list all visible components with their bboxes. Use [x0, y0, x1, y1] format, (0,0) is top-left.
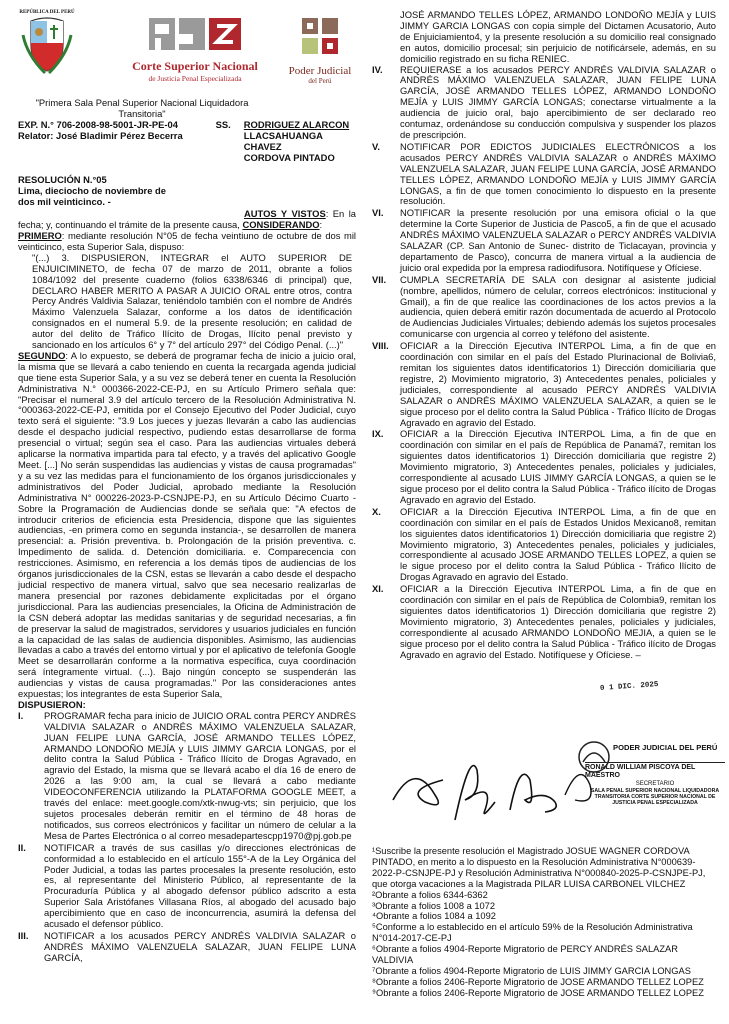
footnote-6: ⁶Obrante a folios 4904-Reporte Migratorio de PERCY ANDRÉS SALAZAR VALDIVIA	[372, 944, 678, 966]
secretary-seal	[585, 744, 725, 806]
judges-block	[216, 120, 356, 164]
dispusieron-title: DISPUSIERON:	[18, 698, 86, 710]
considerando-title: CONSIDERANDO	[242, 219, 320, 231]
primero-paragraph: PRIMERO: mediante resolución N°05 de fecha veintiuno de octubre de dos mil veinticinco, esta Superior Sala, dispuso:	[18, 229, 356, 252]
footnote-7: ⁷Obrante a folios 4904-Reporte Migratorio de LUIS JIMMY GARCIA LONGAS	[372, 965, 691, 976]
item-3-continuation: JOSÉ ARMANDO TELLES LÓPEZ, ARMANDO LONDOÑO MEJÍA y LUIS JIMMY GARCIA LONGAS con copia simple del Dictamen Acusatorio, Auto de Enjuiciamiento4, y la presente resolución a su domicilio real consignado en autos, domicilio procesal; sin perjuicio de notificársele, además, en su domicilio registrado en su ficha RENIEC.	[400, 9, 716, 64]
footnote-4: ⁴Obrante a folios 1084 a 1092	[372, 911, 496, 922]
pj-subtitle: del Perú	[308, 77, 332, 85]
expediente: EXP. N.° 706-2008-98-5001-JR-PE-04	[18, 118, 178, 130]
resolutive-item-11: XI. OFICIAR a la Dirección Ejecutiva INTERPOL Lima, a fin de que en coordinación con similar en el país de República de Colombia9, remitan los siguientes datos identificatorios 1) Dirección domiciliaria que registre 2) Movimiento migratorio, 3) Antecedentes penales, policiales y judiciales, correspondiente al acusado ARMANDO LONDOÑO MEJIA, a quien se le sigue proceso por el delito contra la Salud Pública - Tráfico ilícito de Drogas Agravado en agravio del Estado. Notifíquese y Ofíciese. –	[372, 583, 716, 660]
motto: "Primera Sala Penal Superior Nacional Liquidadora Transitoria"	[35, 97, 249, 119]
resolutive-item-10: X. OFICIAR a la Dirección Ejecutiva INTERPOL Lima, a fin de que en coordinación con similar en el país de Estados Unidos Mexicano8, remitan los siguientes datos identificatorios 1) Dirección domiciliaria que registre 2) Movimiento migratorio, 3) Antecedentes penales, policiales y judiciales, correspondiente al acusado JOSE ARMANDO TELLES LOPEZ, a quien se le sigue proceso por el delito contra la Salud Pública - Tráfico Ilícito de Drogas Agravado en agravio del Estado.	[372, 505, 716, 583]
autos-paragraph: AUTOS Y VISTOS: En la fecha; y, continuando el trámite de la presente causa, CONSIDERANDO:	[18, 208, 356, 231]
csn-logo	[130, 16, 260, 83]
pj-mark-icon	[298, 16, 342, 56]
resolutive-item-8: VIII. OFICIAR a la Dirección Ejecutiva INTERPOL Lima, a fin de que en coordinación con similar en el país del Estado Plurinacional de Bolivia6, remitan los siguientes datos identificatorios 1) Dirección domiciliaria que registre, 2) Movimiento migratorio, 3) Antecedentes penales, policiales y judiciales, correspondiente al acusado PERCY ANDRÉS VALDIVIA SALAZAR o ANDRÉS MÁXIMO VALENZUELA SALAZAR, a quien se le sigue proceso por el delito contra la Salud Pública - Tráfico Ilícito de Drogas Agravado en agravio del Estado.	[372, 340, 716, 428]
footnote-9: ⁹Obrante a folios 2406-Reporte Migratorio de JOSE ARMANDO TELLEZ LOPEZ	[372, 987, 704, 998]
resolutive-item-9: IX. OFICIAR a la Dirección Ejecutiva INTERPOL Lima, a fin de que en coordinación con similar en el país de República de Panamá7, remitan los siguientes datos identificatorios 1) Dirección domiciliaria que registre 2) Movimiento migratorio, 3) Antecedentes penales, policiales y judiciales, correspondiente al acusado LUIS JIMMY GARCÍA LONGAS, a quien se le sigue proceso por el delito contra la Salud Pública - Tráfico ilícito de Drogas Agravado en agravio del Estado.	[372, 428, 716, 505]
pj-name: Poder Judicial	[288, 65, 352, 77]
signatures-block	[385, 740, 720, 835]
case-header	[18, 120, 356, 164]
date-line-1: Lima, dieciocho de noviembre de	[18, 185, 166, 197]
judge-1: RODRIGUEZ ALARCON	[243, 118, 350, 130]
resolutive-item-5: V. NOTIFICAR POR EDICTOS JUDICIALES ELECTRÓNICOS a los acusados PERCY ANDRÉS VALDIVIA SALAZAR o ANDRÉS MÁXIMO VALENZUELA SALAZAR, JUAN FELIPE LUNA GARCÍA, JOSÉ ARMANDO TELLES LÓPEZ, ARMANDO LONDOÑO MEJÍA y LUIS JIMMY GARCÍA LONGAS, a fin de que tomen conocimiento lo dispuesto en la presente resolución.	[372, 140, 716, 207]
resolutive-item-1: I. PROGRAMAR fecha para inicio de JUICIO ORAL contra PERCY ANDRÉS VALDIVIA SALAZAR o ANDRÉS MÁXIMO VALENZUELA SALAZAR, JUAN FELIPE LUNA GARCÍA, JOSÉ ARMANDO TELLES LÓPEZ, ARMANDO LONDOÑO MEJÍA y LUIS JIMMY GARCIA LONGAS, por el delito contra la Salud Pública - Tráfico Ilícito de Drogas Agravado, en agravio del Estado, la misma que se llevará acabo el día 16 de enero de 2026 a las 9:00 am, la cual se llevará a cabo mediante VIDEOCONFERENCIA utilizando la PLATAFORMA GOOGLE MEET, a través del enlace: meet.google.com/xtk-nwug-vts; sin perjuicio, que los sujetos procesales deberán remitir en el término de 48 horas de notificados, sus correos electrónicos y facilitar un número de celular a la Mesa de Partes Electrónica o al correo mesadepartescpp1970@pj.gob.pe	[18, 709, 356, 841]
resolution-number: RESOLUCIÓN N.°05	[18, 174, 107, 186]
seal-role: SECRETARIO	[635, 781, 675, 787]
relator: Relator: José Bladimir Pérez Becerra	[18, 129, 183, 141]
crest-caption: REPÚBLICA DEL PERÚ	[19, 10, 75, 15]
date-line-2: dos mil veinticinco. -	[18, 196, 111, 208]
footnote-8: ⁸Obrante a folios 2406-Reporte Migratorio de JOSE ARMANDO TELLEZ LOPEZ	[372, 976, 704, 987]
footnotes	[372, 846, 716, 999]
csn-pj-mark-icon	[147, 16, 243, 52]
seal-organization: SALA PENAL SUPERIOR NACIONAL LIQUIDADORA TRANSITORIA CORTE SUPERIOR NACIONAL DE JUSTICIA PENAL ESPECIALIZADA	[590, 788, 720, 806]
handwritten-signatures-icon	[385, 740, 605, 830]
peru-coat-of-arms	[18, 10, 76, 86]
resolutive-item-2: II. NOTIFICAR a través de sus casillas y/o direcciones electrónicas de conformidad a lo establecido en el artículo 155°-A de la Ley Orgánica del Poder Judicial, a todas las partes procesales la presente resolución, esto es, al representante del Ministerio Público, al representante de la Procuraduría Pública y al abogado defensor público adscrito a esta Superior Sala Aristófanes Villasana Ríos, al abogado del acusado bajo apercibimiento que en caso de inconcurrencia, asumirá la defensa del acusado el defensor público.	[18, 841, 356, 930]
segundo-paragraph: SEGUNDO: A lo expuesto, se deberá de programar fecha de inicio a juicio oral, la misma que se llevará a cabo teniendo en cuenta la recargada agenda judicial que tiene esta Superior Sala, y a su vez se deberá tener en cuenta la Resolución Administrativa N.° 000366-2022-CE-PJ, en su Artículo Primero señala que: "Precisar el numeral 3.9 del artículo tercero de la Resolución Administrativa N.°000363-2022-CE-PJ, emitida por el Consejo Ejecutivo del Poder Judicial, cuyo texto será el siguiente: "3.9 Los jueces y juezas llevarán a cabo las audiencias desde el despacho judicial respectivo, pudiendo estas desarrollarse de forma presencial o virtual; según sea el caso. Para las audiencias virtuales deberá aplicarse la normativa impartida para tal efecto, y a través del aplicativo Google Meet. [...] No serán suspendidas las audiencias y vistas de causa programadas" y a su vez las medidas para el funcionamiento de los órganos jurisdiccionales y administrativos del Poder Judicial, aprobado mediante la Resolución Administrativa N° 000226-2023-P-CSNJPE-PJ, en su Artículo Décimo Cuarto - Sobre la Programación de Audiencias donde se señala que: "A efectos de introducir criterios de eficiencia esta Presidencia, dispone que las siguientes audiencias, -en primera como en segunda instancia-, se desarrollen de manera presencial: a. Prisión preventiva. b. Prolongación de la prisión preventiva. c. Impedimento de salida. d. Detención domiciliaria. e. Comparecencia con restricciones. Asimismo, en referencia a los demás tipos de audiencias de los órganos jurisdiccionales de la CSN, estas se llevarán a cabo desde el despacho judicial respectivo de manera virtual, salvo que sea necesario realizarlas de manera presencial por razones debidamente explicitadas por el órgano jurisdiccional. Para las audiencias presenciales, la Oficina de Administración de la CSN deberá adoptar las medidas sanitarias y de seguridad necesarias, a fin de preservar la salud de magistrados, servidores y usuarios judiciales en función a la capacidad de las salas de audiencia disponibles. Asimismo, las audiencias llevadas a cabo a través del entorno virtual y por el aplicativo de telefonía Google Meet se desarrollarán conforme a la normativa específica, cuya coordinación será íntegramente virtual. (...). Bajo ningún concepto se suspenderán las audiencias y vistas de causa programadas." Por las consideraciones antes expuestas; los integrantes de esta Superior Sala,	[18, 349, 356, 700]
footnote-5: ⁵Conforme a lo establecido en el artículo 59% de la Resolución Administrativa N°014-2017-CE-PJ	[372, 922, 693, 944]
resolutive-item-3: III. NOTIFICAR a los acusados PERCY ANDRÉS VALDIVIA SALAZAR o ANDRÉS MÁXIMO VALENZUELA SALAZAR, JUAN FELIPE LUNA GARCÍA,	[18, 929, 356, 963]
seal-title: PODER JUDICIAL DEL PERÚ	[613, 743, 718, 752]
resolutive-item-4: IV. REQUIERASE a los acusados PERCY ANDRÉS VALDIVIA SALAZAR o ANDRÉS MÁXIMO VALENZUELA SALAZAR, JUAN FELIPE LUNA GARCÍA, JOSÉ ARMANDO TELLES LÓPEZ, ARMANDO LONDOÑO MEJÍA y LUIS JIMMY GARCÍA LONGAS; conectarse virtualmente a la audiencia de juicio oral, bajo apercibimiento de ser declarado reo contumaz, ordenándose su conducción compulsiva y suspender los plazos de prescripción.	[372, 63, 716, 140]
autos-title: AUTOS Y VISTOS	[244, 208, 326, 220]
csn-subtitle: de Justicia Penal Especializada	[148, 74, 242, 83]
shield-icon	[21, 15, 73, 75]
footnote-2: ²Obrante a folios 6344-6362	[372, 889, 488, 900]
right-column	[372, 10, 716, 661]
seal-mark-icon	[577, 740, 611, 774]
pj-logo	[280, 16, 360, 85]
left-column	[18, 98, 356, 965]
footnote-1: ¹Suscribe la presente resolución el Magistrado JOSUE WAGNER CORDOVA PINTADO, en merito a lo dispuesto en la Resolución Administrativa N°000639-2022-P-CSNJPE-PJ y Resolución Administrativa N°000840-2025-P-CSNJPE-PJ, que otorga vacaciones a la Magistrada PILAR LUISA CARBONEL VILCHEZ	[372, 846, 706, 889]
csn-name: Corte Superior Nacional	[132, 59, 258, 73]
ss-label: SS.	[215, 118, 231, 130]
seal-name: RONALD WILLIAM PISCOYA DEL MAESTRO	[585, 762, 725, 780]
footnote-3: ³Obrante a folios 1008 a 1072	[372, 900, 496, 911]
judge-2: LLACSAHUANGA CHAVEZ	[243, 129, 323, 152]
resolutive-item-7: VII. CUMPLA SECRETARÍA DE SALA con designar al asistente judicial (nombre, apellidos, número de celular, correos electrónicos: institucional y Gmail), a fin de que realice las coordinaciones de los actos previos a la audiencia, quien deberá emitir razón documentada de acuerdo al Protocolo de Audiencias Judiciales Virtuales; debiendo además los sujetos procesales comunicarse con urgencia al correo y teléfono del asistente.	[372, 273, 716, 340]
letterhead	[10, 8, 360, 98]
primero-quote: "(...) 3. DISPUSIERON, INTEGRAR el AUTO SUPERIOR DE ENJUICIMINETO, de fecha 07 de marzo de 2011, obrante a folios 1084/1092 del presente cuaderno (folios 6338/6346 di principal) que, DECLARO HABER MERITO A PASAR A JUICIO ORAL entre otros, contra Percy Andrés Valdivia Salazar, teniéndolo también con el nombre de Andrés Máximo Valenzuela Salazar, conforme a los datos de identificación consignados en el numeral 5.9. de la presente resolución; en calidad de autor del delito de Tráfico Ilícito de Drogas, Ilícito penal previsto y sancionado en los artículos 6° y 7° del artículo 297° del Código Penal. (...)"	[32, 251, 352, 351]
received-date-stamp: 0 1 DIC. 2025	[599, 680, 659, 694]
judge-3: CORDOVA PINTADO	[243, 151, 335, 163]
resolutive-item-6: VI. NOTIFICAR la presente resolución por una emisora oficial o la que determine la Corte Superior de Justicia de Pasco5, a fin de que el acusado ANDRÉS MÁXIMO VALENZUELA SALAZAR o PERCY ANDRÉS VALDIVIA SALAZAR (CP. San Antonio de Sunec- distrito de Ticlacayan, provincia y departamento de Pasco), concurra de manera virtual a la audiencia de juicio oral expedida por la empresa radiodifusora. Notifíquese y Ofíciese.	[372, 207, 716, 273]
